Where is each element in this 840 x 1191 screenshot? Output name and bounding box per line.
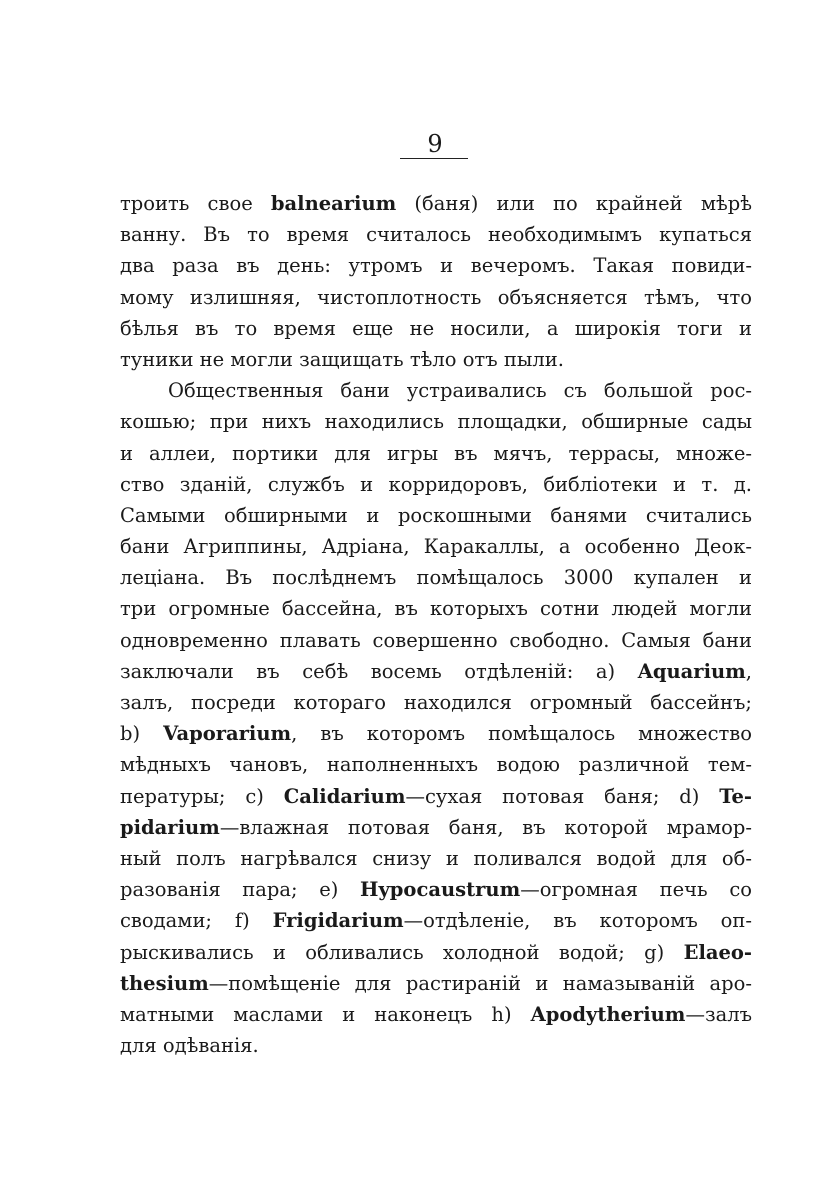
- text-run: —залъ: [685, 1002, 752, 1026]
- text-run: —влажная потовая баня, въ которой мрамор-: [219, 815, 752, 839]
- text-run: кошью; при нихъ находились площадки, обширные сады: [120, 410, 752, 434]
- body-text: [120, 188, 752, 1061]
- text-run: леціана. Въ послѣднемъ помѣщалось 3000 купален и: [120, 566, 752, 590]
- text-run: бани Агриппины, Адріана, Каракаллы, а особенно Деок-: [120, 535, 752, 559]
- text-run: мому излишняя, чистоплотность объясняется тѣмъ, что: [120, 285, 752, 309]
- page-number-rule: [400, 158, 468, 159]
- text-run: туники не могли защищать тѣло отъ пыли.: [120, 347, 564, 371]
- text-line: [120, 968, 752, 999]
- latin-term: Vaporarium: [163, 722, 292, 746]
- text-run: Общественныя бани устраивались съ большой рос-: [168, 379, 752, 403]
- text-run: ство зданій, службъ и корридоровъ, библіотеки и т. д.: [120, 472, 752, 496]
- text-line: [120, 812, 752, 843]
- text-run: —помѣщеніе для растираній и намазываній аро-: [208, 971, 752, 995]
- text-line: [120, 531, 752, 562]
- latin-term: Elaeo-: [683, 940, 752, 964]
- page-number: 9: [427, 130, 443, 158]
- latin-term: Hypocaustrum: [360, 878, 521, 902]
- text-line: [120, 500, 752, 531]
- text-run: бѣлья въ то время еще не носили, а широкія тоги и: [120, 316, 752, 340]
- latin-term: Apodytherium: [530, 1002, 686, 1026]
- text-line: [120, 749, 752, 780]
- text-run: матными маслами и наконецъ h): [120, 1002, 531, 1026]
- text-run: Самыми обширными и роскошными банями считались: [120, 503, 752, 527]
- text-line: [120, 781, 752, 812]
- text-line: [120, 687, 752, 718]
- text-line: [120, 406, 752, 437]
- text-line: [120, 188, 752, 219]
- text-line: [120, 874, 752, 905]
- text-run: —огромная печь со: [520, 878, 752, 902]
- text-run: разованія пара; е): [120, 878, 361, 902]
- text-run: троить свое: [120, 192, 271, 215]
- text-line: [120, 282, 752, 313]
- text-run: пературы; с): [120, 784, 284, 808]
- text-run: и аллеи, портики для игры въ мячъ, террасы, множе-: [120, 441, 752, 465]
- text-line: [120, 937, 752, 968]
- text-line: [120, 344, 752, 375]
- text-line: [120, 562, 752, 593]
- text-run: , въ которомъ помѣщалось множество: [291, 722, 752, 746]
- latin-term: thesium: [120, 971, 209, 995]
- text-line: [120, 375, 752, 406]
- text-run: два раза въ день: утромъ и вечеромъ. Такая повиди-: [120, 254, 752, 278]
- text-line: [120, 438, 752, 469]
- latin-term: Te-: [719, 784, 752, 808]
- text-line: [120, 219, 752, 250]
- text-run: три огромные бассейна, въ которыхъ сотни людей могли: [120, 597, 752, 621]
- text-line: [120, 469, 752, 500]
- text-line: [120, 999, 752, 1030]
- text-run: одновременно плавать совершенно свободно. Самыя бани: [120, 628, 752, 652]
- text-line: [120, 656, 752, 687]
- text-run: сводами; f): [120, 909, 273, 933]
- text-run: залъ, посреди котораго находился огромный бассейнъ;: [120, 691, 752, 714]
- text-line: [120, 1030, 752, 1061]
- text-line: [120, 625, 752, 656]
- text-line: [120, 593, 752, 624]
- text-run: —сухая потовая баня; d): [405, 784, 720, 808]
- text-line: [120, 313, 752, 344]
- text-run: мѣдныхъ чановъ, наполненныхъ водою различной тем-: [120, 753, 752, 777]
- latin-term: balnearium: [270, 192, 397, 215]
- text-run: ный полъ нагрѣвался снизу и поливался водой для об-: [120, 846, 752, 870]
- text-run: (баня) или по крайней мѣрѣ: [396, 192, 752, 215]
- text-run: ванну. Въ то время считалось необходимымъ купаться: [120, 223, 752, 247]
- text-run: —отдѣленіе, въ которомъ оп-: [403, 909, 752, 933]
- text-line: [120, 718, 752, 749]
- text-run: ,: [745, 659, 752, 683]
- text-line: [120, 250, 752, 281]
- text-run: рыскивались и обливались холодной водой; g): [120, 940, 684, 964]
- latin-term: Frigidarium: [272, 909, 404, 933]
- latin-term: pidarium: [120, 815, 220, 839]
- latin-term: Aquarium: [637, 659, 746, 683]
- text-run: заключали въ себѣ восемь отдѣленій: а): [120, 659, 638, 683]
- text-run: для одѣванія.: [120, 1034, 259, 1058]
- latin-term: Calidarium: [283, 784, 406, 808]
- text-line: [120, 905, 752, 936]
- text-run: b): [120, 722, 164, 746]
- text-line: [120, 843, 752, 874]
